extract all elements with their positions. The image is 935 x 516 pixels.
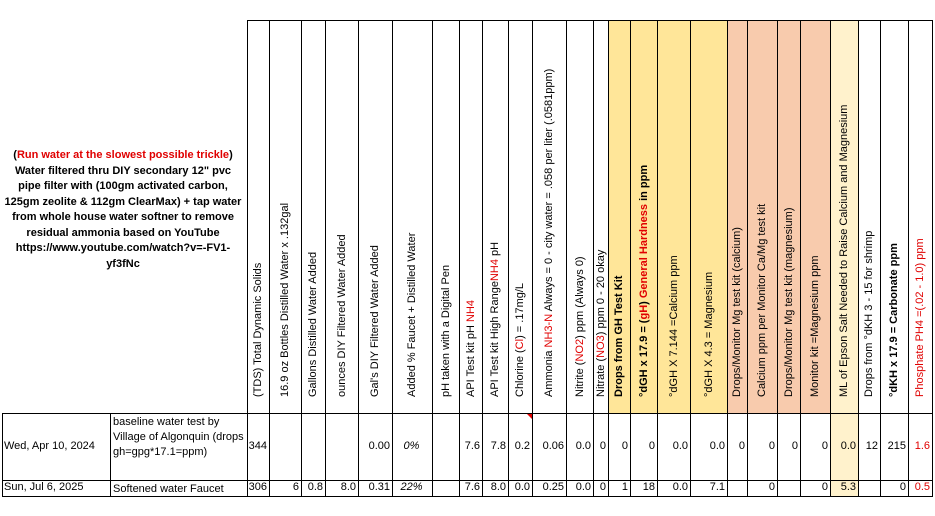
- header-text: Ammonia: [543, 347, 555, 397]
- grid-line: [690, 20, 691, 496]
- row-value: 1: [621, 481, 628, 493]
- header-text: Always = 0 - city water = .058 per liter (.0581ppm): [543, 68, 555, 314]
- row-value: 0.0: [672, 481, 688, 493]
- header-text: (TDS) Total Dynamic Solids: [252, 262, 264, 397]
- row-value: 0: [599, 440, 606, 452]
- row-value: 0.0: [672, 440, 688, 452]
- grid-line: [269, 20, 270, 496]
- column-header: [269, 20, 301, 413]
- row-value: 0: [821, 481, 828, 493]
- header-text: Nitrate (: [594, 357, 607, 397]
- header-text: NH3-N: [543, 313, 555, 348]
- row-value: 215: [887, 440, 906, 452]
- column-header: [325, 20, 358, 413]
- grid-line: [932, 20, 933, 496]
- grid-line: [432, 20, 433, 496]
- header-text: Added % Faucet + Distilled Water: [406, 232, 418, 397]
- header-text: General Hardness: [637, 203, 650, 299]
- row-value: 0.00: [368, 440, 390, 452]
- header-text: °dGH X 4.3 = Magnesium: [702, 271, 715, 397]
- header-text: Monitor kit =Magnesium ppm: [809, 255, 821, 397]
- row-value: 0.0: [709, 440, 725, 452]
- column-header: [566, 20, 593, 413]
- row-value: 0%: [403, 440, 420, 452]
- header-text: °dGH x 17.9 = (: [637, 319, 650, 397]
- column-header: [880, 20, 908, 413]
- column-header: [608, 20, 630, 413]
- grid-line: [325, 20, 326, 496]
- grid-line: [880, 20, 881, 496]
- row-value: 5.3: [840, 481, 856, 493]
- row-value: 18: [642, 481, 655, 493]
- column-header: [727, 20, 747, 413]
- row-value: 0.0: [514, 481, 530, 493]
- column-header: [482, 20, 508, 413]
- row-description: baseline water test by Village of Algonquin (drops gh=gpg*17.1=ppm): [113, 416, 244, 458]
- grid-line: [482, 20, 483, 496]
- row-value: 0.06: [542, 440, 564, 452]
- row-value: 7.6: [464, 440, 480, 452]
- row-value: 0: [768, 481, 775, 493]
- column-header: [800, 20, 830, 413]
- row-value: 0: [599, 481, 606, 493]
- comment-marker: [527, 414, 532, 419]
- row-value: 0.0: [575, 481, 591, 493]
- grid-line: [392, 20, 393, 496]
- row-value: 0.0: [575, 440, 591, 452]
- header-text: Drops from GH Test Kit: [613, 275, 625, 397]
- header-text: °dGH X 7.144 =Calcium ppm: [667, 255, 680, 397]
- grid-line: [2, 413, 933, 414]
- note-trickle-line: (Run water at the slowest possible trickle): [13, 149, 233, 161]
- header-text: ounces DIY Filtered Water Added: [335, 234, 348, 397]
- filter-note: [4, 148, 242, 272]
- row-date: Wed, Apr 10, 2024: [4, 440, 95, 452]
- column-header: [858, 20, 880, 413]
- header-text: 16.9 oz Bottles Distilled Water x .132gal: [279, 202, 291, 397]
- grid-line: [110, 413, 111, 496]
- row-value: 1.6: [914, 440, 930, 452]
- row-value: 0: [768, 440, 775, 452]
- column-header: [908, 20, 932, 413]
- row-value: 7.6: [464, 481, 480, 493]
- row-value: 0.2: [514, 440, 530, 452]
- grid-line: [830, 20, 831, 496]
- column-header: [508, 20, 532, 413]
- header-text: NO2: [573, 338, 586, 362]
- row-value: 0.25: [542, 481, 564, 493]
- row-value: 7.8: [490, 440, 506, 452]
- grid-line: [247, 20, 933, 21]
- header-text: Gal's DIY Filtered Water Added: [369, 245, 381, 397]
- grid-line: [630, 20, 631, 496]
- column-header: [459, 20, 482, 413]
- row-value: 0: [648, 440, 655, 452]
- row-value: 8.0: [340, 481, 356, 493]
- header-text: in ppm: [637, 164, 650, 204]
- grid-line: [747, 20, 748, 496]
- row-value: 0.0: [840, 440, 856, 452]
- row-value: 0: [621, 440, 628, 452]
- row-value: 7.1: [709, 481, 725, 493]
- grid-line: [2, 480, 933, 481]
- header-text: NH4: [489, 259, 501, 282]
- grid-line: [908, 20, 909, 496]
- header-text: Drops/Monitor Mg test kit (calcium): [731, 227, 743, 397]
- grid-line: [608, 20, 609, 496]
- column-header: [301, 20, 325, 413]
- grid-line: [301, 20, 302, 496]
- row-value: 306: [248, 481, 267, 493]
- row-date: Sun, Jul 6, 2025: [4, 481, 84, 493]
- note-body: Water filtered thru DIY secondary 12" pvc pipe filter with (100gm activated carbon, 125gm zeolite & 112gm ClearMax) + tap water from whole house water softner to remove residual ammonia based on YouTube https://www.youtube.com/watch?v=-FV1-yf3fNc: [4, 164, 242, 270]
- column-header: [777, 20, 800, 413]
- grid-line: [593, 20, 594, 496]
- header-text: Gallons Distilled Water Added: [307, 251, 319, 397]
- grid-line: [358, 20, 359, 496]
- column-header: [630, 20, 657, 413]
- row-value: 0: [899, 481, 906, 493]
- header-text: ) ppm 0 - 20 okay: [594, 249, 607, 336]
- column-header: [392, 20, 432, 413]
- row-value: 344: [248, 440, 267, 452]
- header-text: Calcium ppm per Monitor Ca/Mg test kit: [756, 203, 768, 397]
- row-value: 12: [865, 440, 878, 452]
- header-text: pH: [489, 241, 501, 260]
- grid-line: [566, 20, 567, 496]
- header-text: Drops/Monitor Mg test kit (magnesium): [782, 207, 795, 397]
- row-value: 6: [292, 481, 299, 493]
- header-text: NH4: [464, 299, 477, 322]
- header-text: gH: [637, 304, 650, 320]
- grid-line: [247, 20, 248, 496]
- column-header: [358, 20, 392, 413]
- row-value: 0: [821, 440, 828, 452]
- header-text: ): [637, 298, 650, 305]
- header-text: Chlorine (: [514, 349, 526, 397]
- row-value: 0.5: [914, 481, 930, 493]
- grid-line: [800, 20, 801, 496]
- column-header: [593, 20, 608, 413]
- row-value: 0.31: [368, 481, 390, 493]
- grid-line: [858, 20, 859, 496]
- header-text: Nitrite (: [573, 361, 586, 397]
- grid-line: [777, 20, 778, 496]
- row-value: 22%: [400, 481, 423, 493]
- grid-line: [508, 20, 509, 496]
- column-header: [747, 20, 777, 413]
- grid-line: [657, 20, 658, 496]
- grid-line: [459, 20, 460, 496]
- header-text: ) = .17mg/L: [514, 282, 526, 339]
- column-header: [532, 20, 566, 413]
- column-header: [830, 20, 858, 413]
- column-header: [432, 20, 459, 413]
- grid-line: [532, 20, 533, 496]
- header-text: Drops from °dKH 3 - 15 for shrimp: [863, 230, 875, 397]
- row-description: Softened water Faucet: [113, 483, 224, 495]
- column-header: [690, 20, 727, 413]
- column-header: [247, 20, 269, 413]
- header-text: ML of Epson Salt Needed to Raise Calcium and Magnesium: [838, 104, 850, 397]
- row-value: 0: [791, 440, 798, 452]
- row-value: 0: [738, 440, 745, 452]
- grid-line: [2, 496, 933, 497]
- header-text: °dKH x 17.9 = Carbonate ppm: [888, 243, 900, 397]
- header-text: API Test kit High Range: [489, 281, 501, 397]
- header-text: API Test kit pH: [464, 322, 477, 397]
- header-text: Cl: [514, 338, 526, 350]
- row-value: 0.8: [307, 481, 323, 493]
- header-text: pH taken with a Digital Pen: [439, 264, 452, 397]
- header-text: NO3: [594, 335, 607, 358]
- column-header: [657, 20, 690, 413]
- row-value: 8.0: [490, 481, 506, 493]
- header-text: ) ppm (Always 0): [573, 256, 586, 339]
- grid-line: [727, 20, 728, 496]
- grid-line: [2, 413, 3, 496]
- header-text: Phosphate PH4 =(.02 - 1.0) ppm: [914, 238, 926, 397]
